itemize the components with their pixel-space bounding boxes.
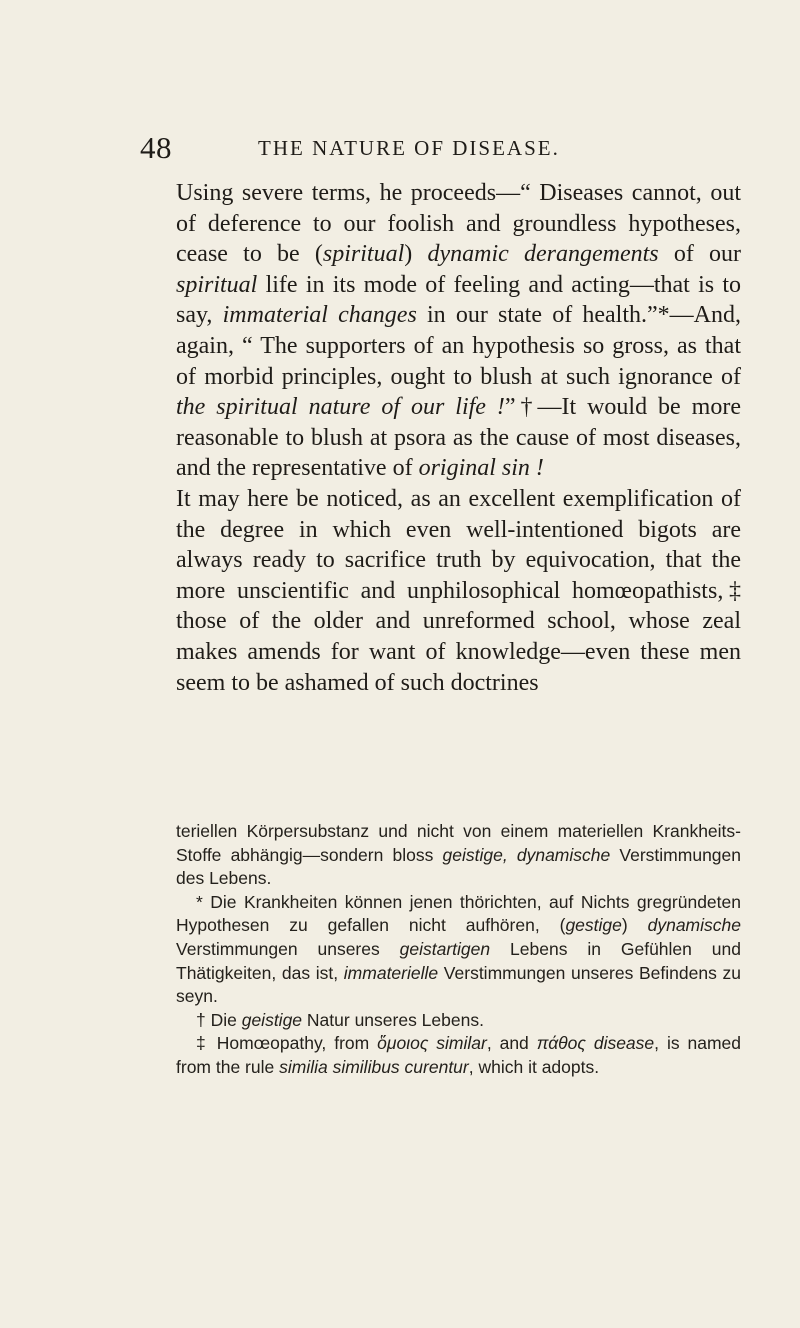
text-run: life in its mode of feeling and acting—that is to say, [176, 271, 741, 329]
italic-run: geistige, dynamische [442, 844, 611, 865]
italic-run: the spiritual nature of our life ! [176, 394, 505, 421]
text-run: of our [658, 241, 742, 268]
text-run: Verstimmungen unseres [176, 938, 400, 959]
text-run: in our state of health.”*—And, again, “ The supporters of an hypothesis so gross, as that of morbid principles, ought to blush at such ignorance of [176, 302, 741, 390]
text-run: † Die [196, 1009, 242, 1030]
text-run: Natur unseres Lebens. [302, 1009, 484, 1030]
text-run: ) [404, 241, 428, 268]
page-header [140, 130, 720, 170]
italic-run: πάθος disease [536, 1033, 655, 1054]
text-run: Lebens in Gefühlen und Thätigkeiten, das ist, [176, 938, 741, 983]
paragraph-1 [176, 178, 741, 484]
text-run: Verstimmungen unseres Befindens zu seyn. [176, 962, 741, 1007]
footnote-dagger [176, 1009, 741, 1033]
text-run: Using severe terms, he proceeds—“ Diseases cannot, out of deference to our foolish and groundless hypotheses, cease to be ( [176, 180, 741, 268]
italic-run: dynamische [647, 915, 741, 936]
footnote-double-dagger [176, 1032, 741, 1079]
text-run: ) [621, 915, 648, 936]
paragraph-2: It may here be noticed, as an excellent exemplification of the degree in which even well-intentioned bigots are always ready to sacrifice truth by equivocation, that the more unscientific and unphilosophical homœopathists,‡ those of the older and unreformed school, whose zeal makes amends for want of knowledge—even these men seem to be ashamed of such doctrines [176, 485, 741, 696]
italic-run: spiritual [176, 271, 258, 298]
italic-run: spiritual [322, 241, 405, 268]
italic-run: similia similibus curentur [279, 1056, 469, 1077]
text-run: , is named from the rule [176, 1033, 742, 1077]
italic-run: immaterial changes [222, 302, 417, 329]
text-run: ‡ Homœopathy, from [196, 1033, 378, 1054]
footnote-star [176, 891, 741, 1009]
footnote-continuation [176, 820, 741, 891]
text-run: , and [486, 1033, 537, 1054]
text-run: teriellen Körpersubstanz und nicht von einem materiellen Krankheits-Stoffe abhängig—sondern bloss [176, 821, 741, 865]
italic-run: dynamic derangements [427, 241, 659, 268]
italic-run: original sin ! [418, 455, 544, 482]
italic-run: ὅμοιος similar [377, 1033, 487, 1054]
main-text [176, 178, 741, 698]
text-run: * Die Krankheiten können jenen thörichten, auf Nichts gregründeten Hypothesen zu gefallen nicht aufhören, ( [176, 891, 741, 936]
footnotes [176, 820, 741, 1080]
page-number: 48 [140, 130, 172, 165]
italic-run: geistartigen [399, 938, 491, 959]
italic-run: geistige [241, 1009, 303, 1030]
text-run: ”†—It would be more reasonable to blush at psora as the cause of most diseases, and the representative of [176, 394, 741, 482]
text-run: Verstimmungen des Lebens. [176, 844, 742, 889]
italic-run: gestige [565, 915, 622, 936]
text-run: , which it adopts. [468, 1056, 600, 1077]
italic-run: immaterielle [343, 962, 439, 983]
running-title: THE NATURE OF DISEASE. [258, 136, 560, 160]
